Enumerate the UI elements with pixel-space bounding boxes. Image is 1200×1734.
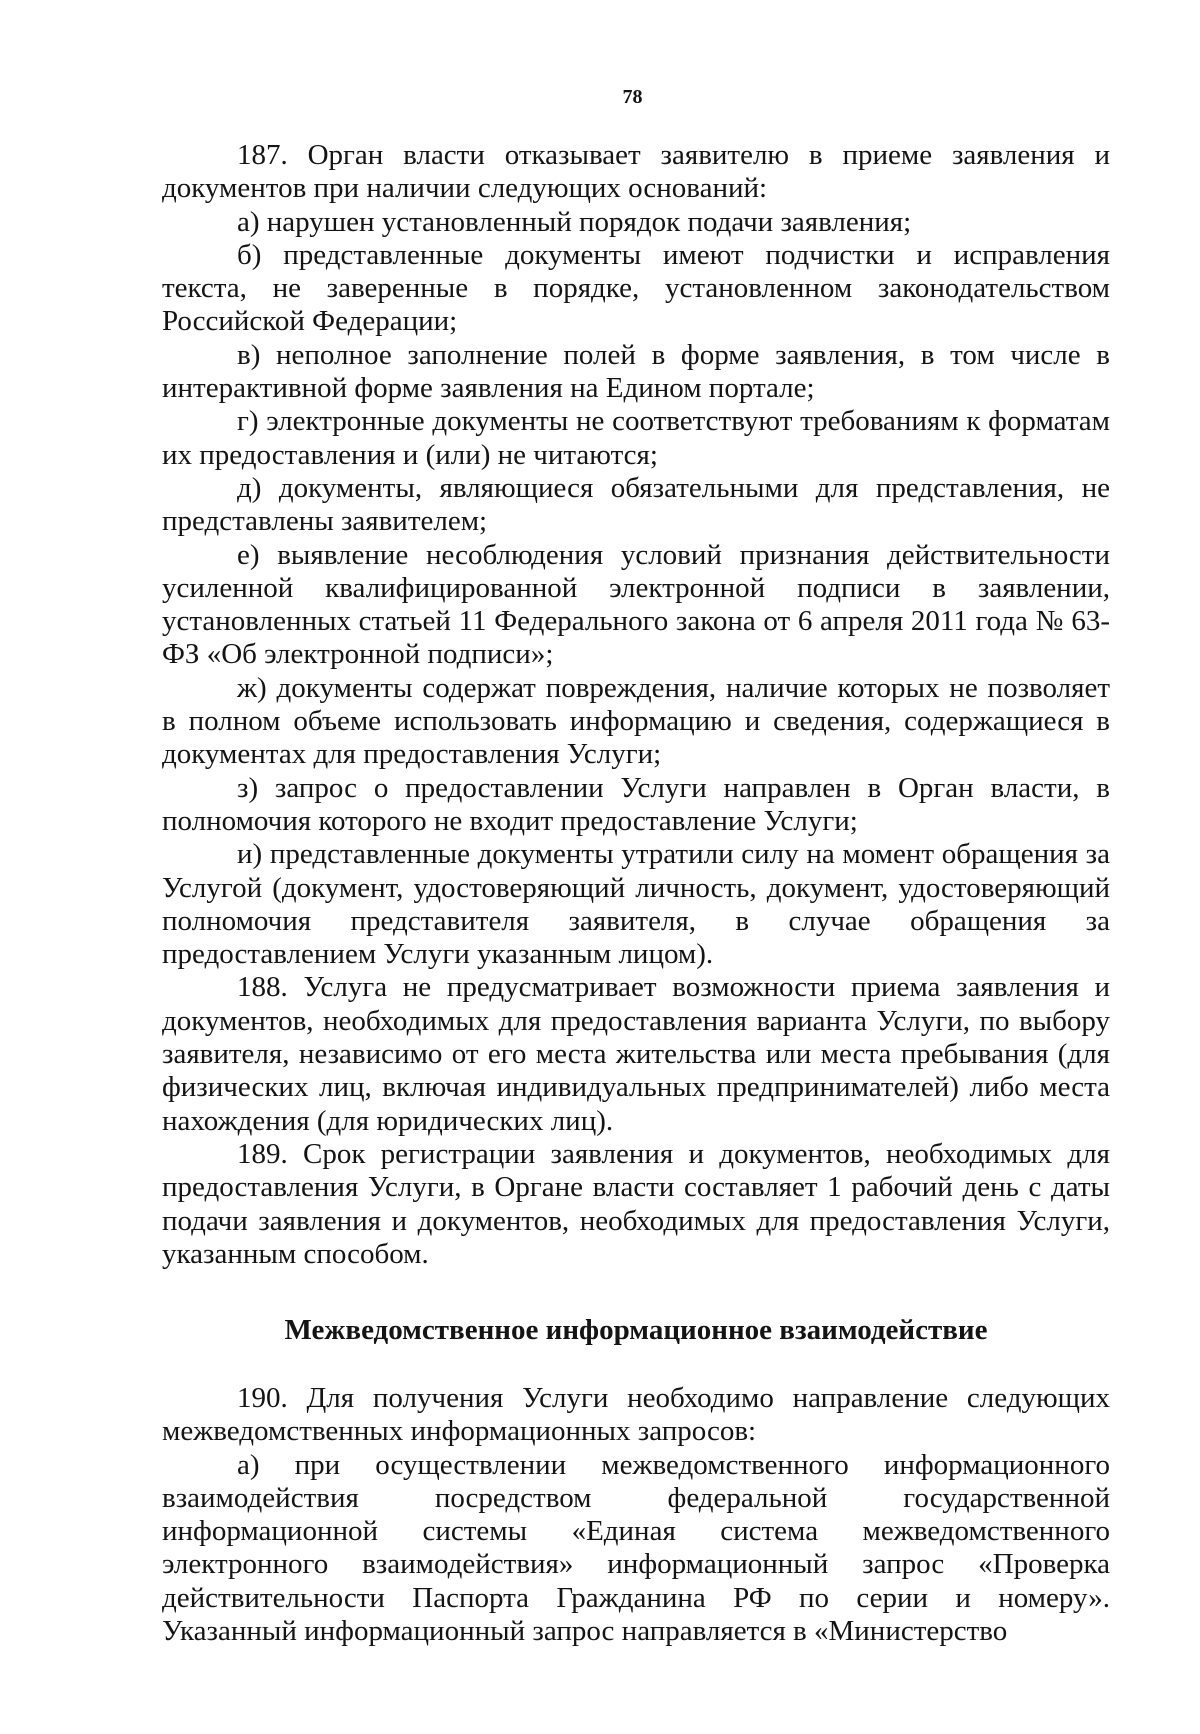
list-item-d: д) документы, являющиеся обязательными для представления, не представлены заявителем;: [162, 471, 1110, 538]
paragraph-189: 189. Срок регистрации заявления и документов, необходимых для предоставления Услуги, в Органе власти составляет 1 рабочий день с даты подачи заявления и документов, необходимых для предоставления Услуги, указанным способом.: [162, 1137, 1110, 1270]
list-item-i: и) представленные документы утратили силу на момент обращения за Услугой (документ, удостоверяющий личность, документ, удостоверяющий полномочия представителя заявителя, в случае обращения за предоставлением Услуги указанным лицом).: [162, 838, 1110, 971]
list-item-a: а) нарушен установленный порядок подачи заявления;: [237, 205, 912, 238]
body-text-bottom: [162, 1382, 1110, 1648]
list-item-v: в) неполное заполнение полей в форме заявления, в том числе в интерактивной форме заявления на Едином портале;: [162, 338, 1110, 405]
list-item-e: е) выявление несоблюдения условий признания действительности усиленной квалифицированной электронной подписи в заявлении, установленных статьей 11 Федерального закона от 6 апреля 2011 года № 63-ФЗ «Об электронной подписи»;: [162, 538, 1110, 671]
list-item-g: г) электронные документы не соответствуют требованиям к форматам их предоставления и (или) не читаются;: [162, 405, 1110, 471]
paragraph-188: 188. Услуга не предусматривает возможности приема заявления и документов, необходимых для предоставления варианта Услуги, по выбору заявителя, независимо от его места жительства или места пребывания (для физических лиц, включая индивидуальных предпринимателей) либо места нахождения (для юридических лиц).: [162, 971, 1110, 1137]
list-item-zh: ж) документы содержат повреждения, наличие которых не позволяет в полном объеме использовать информацию и сведения, содержащиеся в документах для предоставления Услуги;: [162, 671, 1110, 771]
list-item-190-a: а) при осуществлении межведомственного информационного взаимодействия посредством федеральной государственной информационной системы «Единая система межведомственного электронного взаимодействия» информационный запрос «Проверка действительности Паспорта Гражданина РФ по серии и номеру». Указанный информационный запрос направляется в «Министерство: [162, 1448, 1110, 1648]
list-item-b: б) представленные документы имеют подчистки и исправления текста, не заверенные в порядке, установленном законодательством Российской Федерации;: [162, 238, 1110, 338]
paragraph-187: 187. Орган власти отказывает заявителю в приеме заявления и документов при наличии следующих оснований:: [162, 139, 1110, 205]
section-heading: Межведомственное информационное взаимодействие: [284, 1314, 988, 1346]
paragraph-190: 190. Для получения Услуги необходимо направление следующих межведомственных информационных запросов:: [162, 1382, 1110, 1448]
page-number: 78: [622, 86, 643, 108]
body-text-top: [162, 139, 1110, 1271]
list-item-z: з) запрос о предоставлении Услуги направлен в Орган власти, в полномочия которого не входит предоставление Услуги;: [162, 771, 1110, 837]
